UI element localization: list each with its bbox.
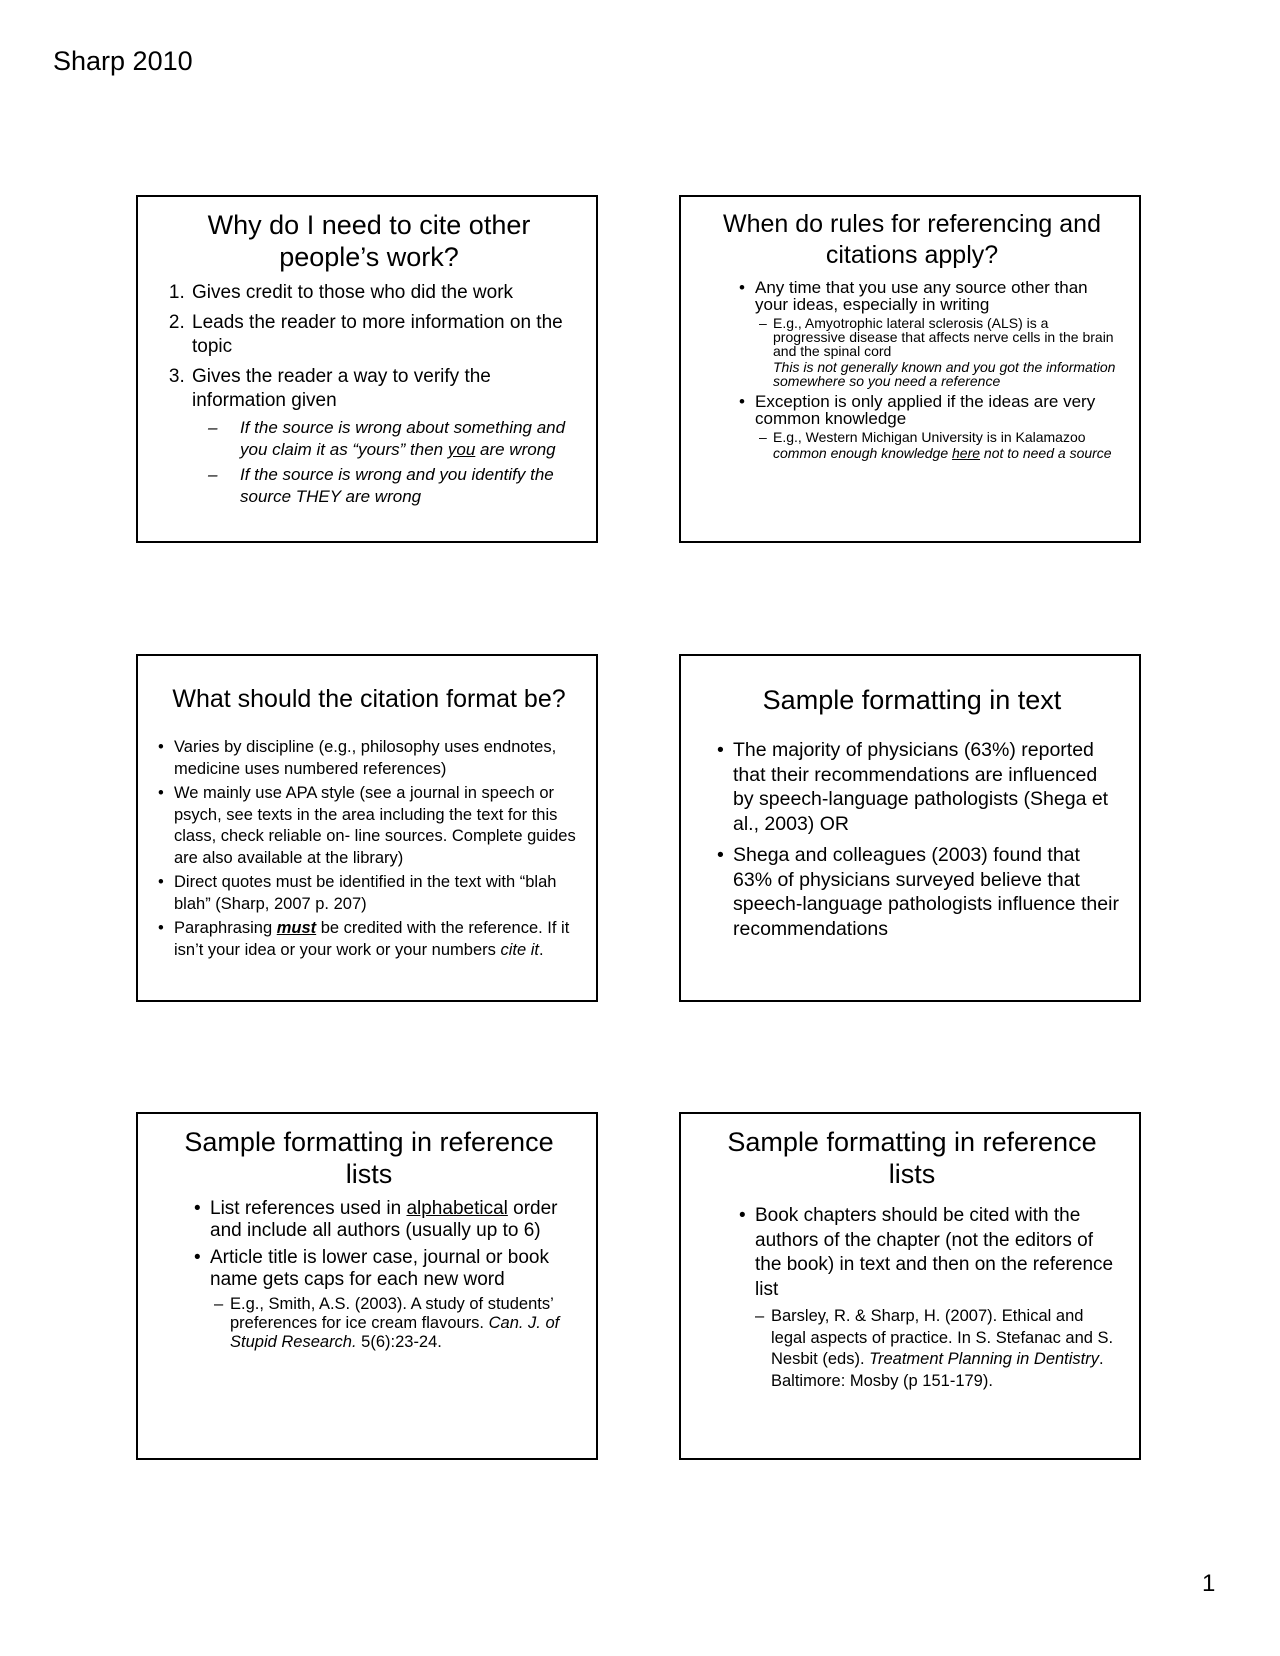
note-text: This is not generally known and you got the information somewhere so you need a reference — [773, 359, 1116, 389]
slide-title: Sample formatting in reference lists — [727, 1127, 1097, 1189]
list-item-text: Gives the reader a way to verify the information given — [192, 366, 491, 411]
slide-title: Sample formatting in text — [762, 685, 1062, 715]
underlined-word: here — [952, 445, 981, 461]
sub-item — [771, 1306, 1121, 1392]
sub-item: – E.g., Western Michigan University is in Kalamazoo — [773, 430, 1121, 444]
bullet-list — [703, 738, 1121, 941]
slide-citation-format — [136, 654, 598, 1002]
list-item: 1. Gives credit to those who did the work — [190, 281, 578, 305]
list-item: • We mainly use APA style (see a journal in speech or psych, see texts in the area including the text for this class, check reliable on- line sources. Complete guides are also available at the library) — [174, 783, 578, 869]
slide-when-rules-apply — [679, 195, 1141, 543]
page-number: 1 — [1202, 1570, 1216, 1597]
note-text-part: common enough knowledge — [773, 445, 953, 461]
sub-item-text: 5(6):23-24. — [356, 1333, 442, 1351]
sub-list — [192, 417, 578, 508]
note-text-part: not to need a source — [980, 445, 1112, 461]
slide-title: Why do I need to cite other people’s work? — [207, 210, 531, 272]
slide-reference-lists-2 — [679, 1112, 1141, 1460]
list-item-text: be credited with the reference. If it isn’t your idea or your work or your numbers — [174, 919, 570, 959]
list-item-text: Exception is only applied if the ideas are very common knowledge — [755, 392, 1096, 428]
list-item — [210, 1198, 578, 1242]
list-item: • The majority of physicians (63%) reported that their recommendations are influenced by speech-language pathologists (Shega et al., 2003) OR — [733, 738, 1121, 836]
slide-why-cite — [136, 195, 598, 543]
list-item-text: List references used in — [210, 1198, 407, 1219]
list-item-text: Book chapters should be cited with the authors of the chapter (not the editors of the book) in text and then on the reference list — [755, 1205, 1114, 1300]
list-item-text: order and include all authors (usually up to 6) — [210, 1198, 558, 1241]
sub-list — [755, 316, 1121, 358]
slide-title: Sample formatting in reference lists — [184, 1127, 554, 1189]
sub-item-text: If the source is wrong about something and you claim it as “yours” then — [240, 418, 566, 459]
sub-item: – E.g., Amyotrophic lateral sclerosis (ALS) is a progressive disease that affects nerve cells in the brain and the spinal cord — [773, 316, 1121, 358]
sub-item-text: . Baltimore: Mosby (p 151-179). — [771, 1350, 1104, 1390]
italic-text: Treatment Planning in Dentistry — [869, 1350, 1100, 1368]
sub-list — [755, 430, 1121, 444]
sub-item-text: Barsley, R. & Sharp, H. (2007). Ethical and legal aspects of practice. In S. Stefanac and S. Nesbit (eds). — [771, 1307, 1114, 1368]
list-item — [210, 1247, 578, 1352]
slide-reference-lists-1 — [136, 1112, 598, 1460]
bullet-list — [703, 279, 1121, 460]
bullet-list — [160, 1198, 578, 1352]
list-item: • Direct quotes must be identified in the text with “blah blah” (Sharp, 2007 p. 207) — [174, 872, 578, 915]
sub-item: – If the source is wrong and you identify the source THEY are wrong — [238, 464, 578, 508]
bullet-list — [703, 1204, 1121, 1392]
list-item — [755, 279, 1121, 388]
page-header-title: Sharp 2010 — [53, 46, 193, 76]
slide-title: When do rules for referencing and citations apply? — [723, 210, 1101, 269]
sub-list — [210, 1295, 578, 1352]
list-item-text: Paraphrasing — [174, 919, 277, 937]
list-item-text: . — [538, 940, 544, 959]
underlined-word: alphabetical — [406, 1198, 508, 1219]
bullet-list — [160, 737, 578, 961]
sub-item-text: E.g., Smith, A.S. (2003). A study of students’ preferences for ice cream flavours. — [230, 1295, 554, 1332]
emphasis-word: must — [276, 919, 317, 937]
sub-item — [230, 1295, 578, 1352]
list-item — [755, 1204, 1121, 1392]
sub-item-text: are wrong — [475, 440, 556, 459]
sub-item — [238, 417, 578, 461]
italic-text: cite it — [500, 940, 539, 959]
list-item: • Shega and colleagues (2003) found that 63% of physicians surveyed believe that speech-language pathologists influence their recommendations — [733, 843, 1121, 941]
sub-list — [755, 1306, 1121, 1392]
slide-formatting-in-text — [679, 654, 1141, 1002]
list-item: • Varies by discipline (e.g., philosophy uses endnotes, medicine uses numbered references) — [174, 737, 578, 780]
list-item-text: Any time that you use any source other than your ideas, especially in writing — [755, 278, 1088, 314]
list-item-text: Article title is lower case, journal or book name gets caps for each new word — [210, 1247, 549, 1290]
list-item — [755, 393, 1121, 460]
slide-title: What should the citation format be? — [172, 685, 566, 713]
italic-text: Can. J. of Stupid Research. — [230, 1314, 560, 1351]
numbered-list — [160, 281, 578, 508]
note-text — [755, 446, 1121, 460]
list-item: 2. Leads the reader to more information on the topic — [190, 311, 578, 359]
list-item — [190, 365, 578, 508]
underlined-word: you — [447, 440, 476, 459]
list-item — [174, 918, 578, 961]
